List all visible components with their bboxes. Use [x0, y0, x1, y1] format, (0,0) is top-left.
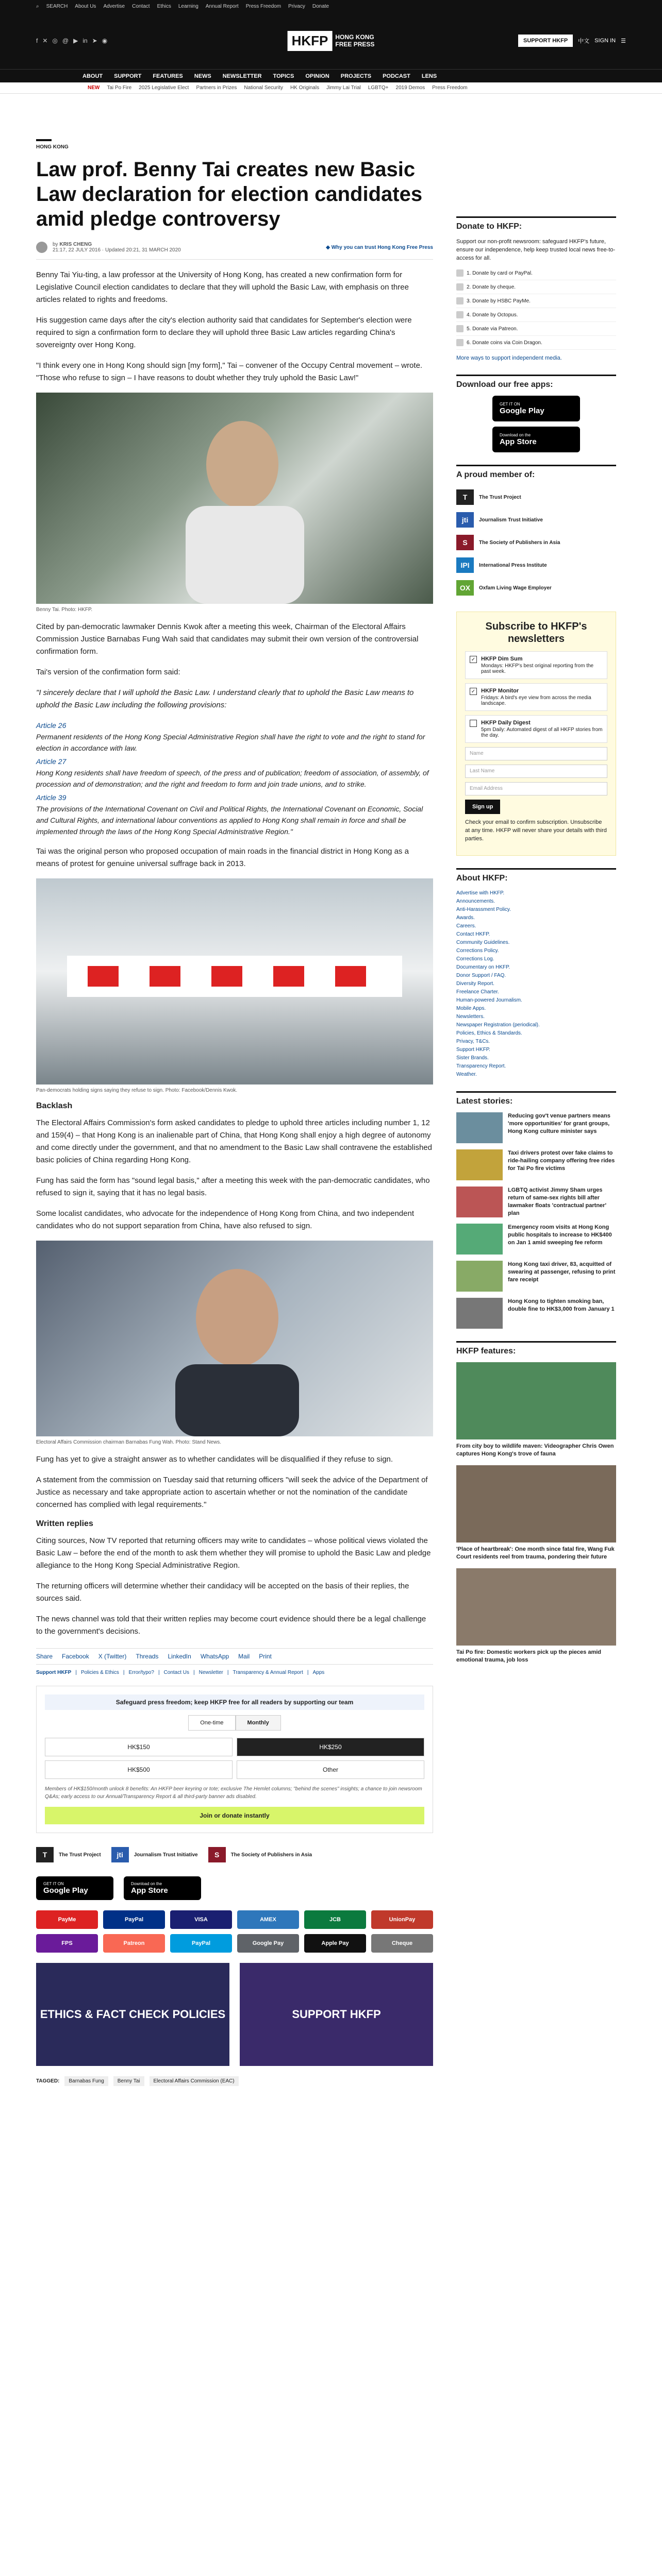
avatar: [36, 242, 47, 253]
jti-icon: jti: [456, 512, 474, 528]
about-link[interactable]: Transparency Report.: [456, 1063, 506, 1069]
sidebar-heading: Latest stories:: [456, 1091, 616, 1106]
top-link[interactable]: Annual Report: [205, 3, 239, 9]
badge-line: App Store: [131, 1886, 168, 1895]
article-list: [36, 720, 433, 837]
trend-link[interactable]: Jimmy Lai Trial: [326, 85, 361, 91]
amount-option[interactable]: Other: [237, 1760, 424, 1779]
language-link[interactable]: 中文: [578, 38, 590, 44]
badge-line: GET IT ON: [43, 1882, 64, 1886]
payme-icon: [456, 297, 464, 304]
paragraph: The Electoral Affairs Commission's form asked candidates to pledge to uphold three articles including number 1, 12 and 159(4) – that Hong Kong is an inalienable part of China, that Hong Kong shall enjoy a high degree of autonomy and come directly under the government, and that no amendment to the Basic Law shall contravene the established basic policies of China regarding Hong Kong.: [36, 1118, 432, 1164]
about-link[interactable]: Newsletters.: [456, 1014, 485, 1020]
donate-option[interactable]: [456, 294, 616, 308]
paragraph: Cited by pan-democratic lawmaker Dennis Kwok after a meeting this week, Chairman of the Electoral Affairs Commission Justice Barnabas Fung Wah said that candidates may submit their own version of the controversial confirmation form.: [36, 622, 419, 656]
search-link[interactable]: SEARCH: [46, 3, 68, 9]
freq-one-time[interactable]: One-time: [188, 1715, 235, 1731]
member-logos-row: [36, 1843, 433, 1866]
google-play-badge[interactable]: [492, 396, 580, 421]
newsletter-panel: [456, 612, 616, 856]
trust-project-icon: T: [36, 1847, 54, 1862]
member-name: Journalism Trust Initiative: [134, 1852, 198, 1858]
newsletter-text: [481, 688, 603, 706]
pay-icon[interactable]: Cheque: [371, 1934, 433, 1953]
share-label: Share: [36, 1653, 53, 1660]
story-thumbnail[interactable]: [456, 1298, 503, 1329]
member-logo[interactable]: [456, 531, 616, 554]
social-icons: [36, 37, 107, 44]
newsletter-title: HKFP Monitor: [481, 688, 519, 694]
member-logo[interactable]: [111, 1843, 198, 1866]
tag[interactable]: Electoral Affairs Commission (EAC): [150, 2076, 239, 2086]
paragraph: The news channel was told that their written replies may become court evidence should there be a legal challenge to the government's decisions.: [36, 1615, 426, 1636]
top-link[interactable]: Press Freedom: [245, 3, 282, 9]
paragraph: Benny Tai Yiu-ting, a law professor at the University of Hong Kong, has created a new confirmation form for Legislative Council election candidates to declare that they will uphold the Basic Law, with emphasis on three articles related to rights and freedoms.: [36, 270, 409, 304]
article-26-link[interactable]: Article 26: [36, 721, 67, 730]
newsletter-title: HKFP Daily Digest: [481, 720, 531, 726]
sidebar: [456, 216, 616, 1676]
nav-item[interactable]: FEATURES: [153, 73, 183, 79]
checkbox-checked-icon[interactable]: ✓: [470, 688, 477, 695]
feature-image[interactable]: [456, 1465, 616, 1543]
trend-link[interactable]: 2019 Demos: [395, 85, 425, 91]
person-silhouette: [36, 393, 433, 604]
photo-pan-democrats: [36, 878, 433, 1084]
donate-intro: Support our non-profit newsroom: safeguard HKFP's future, ensure our independence, help keep trusted local news free-to-access for all.: [456, 239, 616, 261]
email-input[interactable]: Email Address: [465, 782, 607, 795]
telegram-icon[interactable]: ➤: [92, 37, 97, 44]
newsletter-heading: Subscribe to HKFP's newsletters: [485, 621, 587, 645]
about-link[interactable]: Mobile Apps.: [456, 1006, 486, 1011]
support-banner[interactable]: SUPPORT HKFP: [240, 1963, 433, 2066]
features-panel: [456, 1341, 616, 1664]
freq-monthly[interactable]: Monthly: [236, 1715, 281, 1731]
site-header: [0, 12, 662, 69]
nav-item[interactable]: TOPICS: [273, 73, 294, 79]
story-title[interactable]: Hong Kong to tighten smoking ban, double fine to HK$3,000 from January 1: [508, 1298, 615, 1312]
checkbox-checked-icon[interactable]: ✓: [470, 656, 477, 663]
donate-option-label: 2. Donate by cheque.: [467, 284, 516, 290]
newsletter-option[interactable]: [465, 651, 607, 679]
newsletter-text: [481, 656, 603, 674]
patreon-icon: [456, 325, 464, 332]
about-link[interactable]: Anti-Harassment Policy.: [456, 907, 511, 912]
paragraph: Tai was the original person who proposed occupation of main roads in the financial district in Hong Kong as a means of protest for genuine universal suffrage back in 2013.: [36, 847, 409, 868]
latest-panel: [456, 1091, 616, 1329]
ipi-icon: IPI: [456, 557, 474, 573]
trend-link[interactable]: National Security: [244, 85, 283, 91]
donate-option[interactable]: [456, 322, 616, 336]
article-27-text: Hong Kong residents shall have freedom of speech, of the press and of publication; freedom of association, of assembly, of procession and of demonstration; and the right and freedom to form and join trade unions, and to strike.: [36, 769, 429, 788]
badge-line: Google Play: [43, 1886, 88, 1895]
footer-link[interactable]: Contact Us: [163, 1670, 190, 1675]
newsletter-text: [481, 720, 603, 738]
trend-link[interactable]: Tai Po Fire: [107, 85, 132, 91]
feature-title[interactable]: From city boy to wildlife maven: Videographer Chris Owen captures Hong Kong's trove of fauna: [456, 1443, 614, 1457]
pay-icon[interactable]: PayPal: [103, 1910, 165, 1929]
promo-banners: [36, 1963, 433, 2066]
article-main: [36, 139, 433, 2086]
linkedin-icon[interactable]: in: [82, 37, 88, 44]
share-print[interactable]: Print: [259, 1653, 272, 1660]
nav-item[interactable]: NEWSLETTER: [222, 73, 262, 79]
sidebar-heading: HKFP features:: [456, 1341, 616, 1356]
top-link[interactable]: Ethics: [157, 3, 171, 9]
coin-icon: [456, 339, 464, 346]
facebook-icon[interactable]: f: [36, 37, 38, 44]
card-icon: [456, 269, 464, 277]
article-26-text: Permanent residents of the Hong Kong Special Administrative Region shall have the right to vote and the right to stand for election in accordance with law.: [36, 733, 425, 752]
x-icon[interactable]: ✕: [42, 37, 48, 44]
about-link[interactable]: Careers.: [456, 923, 476, 929]
more-ways-link[interactable]: More ways to support independent media.: [456, 355, 562, 361]
paragraph: Fung has yet to give a straight answer as to whether candidates will be disqualified if they refuse to sign.: [36, 1455, 393, 1464]
newsletter-option[interactable]: [465, 683, 607, 711]
member-name: The Society of Publishers in Asia: [230, 1852, 312, 1858]
story-title[interactable]: Reducing gov't venue partners means 'more opportunities' for grant groups, Hong Kong culture minister says: [508, 1113, 610, 1134]
donate-option[interactable]: [456, 280, 616, 294]
badge-line: Download on the: [131, 1882, 162, 1886]
member-name: The Society of Publishers in Asia: [479, 539, 560, 546]
trend-link[interactable]: Partners in Prizes: [196, 85, 237, 91]
feature-title[interactable]: 'Place of heartbreak': One month since fatal fire, Wang Fuk Court residents reel from trauma, pondering their future: [456, 1546, 615, 1560]
nav-item[interactable]: NEWS: [194, 73, 211, 79]
main-nav: [0, 69, 662, 82]
donate-panel: [456, 216, 616, 362]
tags-label: TAGGED:: [36, 2078, 60, 2084]
apps-panel: [456, 375, 616, 452]
about-link[interactable]: Corrections Policy.: [456, 948, 499, 954]
member-name: Journalism Trust Initiative: [479, 517, 543, 523]
category-text: HONG KONG: [36, 144, 69, 150]
pay-icon[interactable]: Apple Pay: [304, 1934, 366, 1953]
story-title[interactable]: Emergency room visits at Hong Kong public hospitals to increase to HK$400 on Jan 1 amid sweeping fee reform: [508, 1224, 612, 1246]
last-name-input[interactable]: Last Name: [465, 765, 607, 778]
membership-benefits: Members of HK$150/month unlock 8 benefits: An HKFP beer keyring or tote; exclusive The Hemlet columns; "behind the scenes" insights; a chance to join newsroom Q&As; early access to our Annual/Transparency Report & all third-party banner ads disabled.: [45, 1786, 422, 1800]
logo-mark: HKFP: [288, 31, 333, 51]
story-title[interactable]: LGBTQ activist Jimmy Sham urges return of same-sex rights bill after lawmaker floats 'contractual partner' plan: [508, 1187, 607, 1216]
photo-caption: Pan-democrats holding signs saying they refuse to sign. Photo: Facebook/Dennis Kwok.: [36, 1088, 238, 1093]
photo-caption: Benny Tai. Photo: HKFP.: [36, 607, 93, 613]
member-logo[interactable]: [456, 554, 616, 577]
nav-item[interactable]: PROJECTS: [340, 73, 372, 79]
feature-story[interactable]: [456, 1362, 616, 1458]
pay-icon[interactable]: FPS: [36, 1934, 98, 1953]
signin-link[interactable]: SIGN IN: [594, 38, 616, 44]
youtube-icon[interactable]: ▶: [73, 37, 78, 44]
newsletter-option[interactable]: [465, 715, 607, 743]
footer-link[interactable]: Apps: [312, 1670, 325, 1675]
app-badges: [36, 1876, 433, 1900]
footer-link[interactable]: Newsletter: [198, 1670, 223, 1675]
instagram-icon[interactable]: ◎: [52, 37, 58, 44]
list-item: [36, 792, 433, 837]
app-store-badge[interactable]: [124, 1876, 201, 1900]
tag[interactable]: Barnabas Fung: [64, 2076, 108, 2086]
name-input[interactable]: Name: [465, 747, 607, 760]
latest-story[interactable]: [456, 1224, 616, 1255]
share-threads[interactable]: Threads: [136, 1653, 159, 1660]
trend-link[interactable]: Press Freedom: [432, 85, 468, 91]
trust-link[interactable]: ◆ Why you can trust Hong Kong Free Press: [326, 244, 433, 250]
donate-option-label: 5. Donate via Patreon.: [467, 326, 518, 332]
article-27-link[interactable]: Article 27: [36, 757, 67, 766]
sopa-icon: S: [456, 535, 474, 550]
about-link[interactable]: Support HKFP.: [456, 1047, 490, 1053]
cheque-icon: [456, 283, 464, 291]
pay-icon[interactable]: JCB: [304, 1910, 366, 1929]
latest-story[interactable]: [456, 1187, 616, 1217]
latest-list: [456, 1112, 616, 1329]
top-link[interactable]: About Us: [75, 3, 96, 9]
footer-link[interactable]: Support HKFP: [36, 1670, 72, 1675]
publish-date: 21:17, 22 JULY 2016: [53, 247, 101, 253]
story-thumbnail[interactable]: [456, 1187, 503, 1217]
paragraph: The returning officers will determine whether their candidacy will be accepted on the basis of their replies, the sources said.: [36, 1582, 409, 1603]
trust-project-icon: T: [456, 489, 474, 505]
member-name: Oxfam Living Wage Employer: [479, 585, 552, 591]
person-silhouette: [36, 1241, 433, 1436]
latest-story[interactable]: [456, 1149, 616, 1180]
top-link[interactable]: Contact: [132, 3, 150, 9]
new-badge: NEW: [88, 85, 100, 91]
footer-link[interactable]: Transparency & Annual Report: [233, 1670, 303, 1675]
tags-row: [36, 2076, 433, 2086]
latest-story[interactable]: [456, 1261, 616, 1292]
about-link[interactable]: Contact HKFP.: [456, 931, 490, 937]
donate-option-label: 3. Donate by HSBC PayMe.: [467, 298, 531, 304]
badge-line: App Store: [500, 437, 537, 446]
logo-line-2: FREE PRESS: [335, 41, 375, 48]
nav-item[interactable]: LENS: [421, 73, 437, 79]
share-x[interactable]: X (Twitter): [98, 1653, 127, 1660]
top-link[interactable]: Advertise: [103, 3, 125, 9]
about-link[interactable]: Human-powered Journalism.: [456, 997, 522, 1003]
section-heading: Backlash: [36, 1101, 73, 1110]
byline: [36, 242, 433, 260]
search-icon[interactable]: ⌕: [36, 3, 39, 9]
about-link[interactable]: Awards.: [456, 915, 475, 921]
paragraph: "I think every one in Hong Kong should sign [my form]," Tai – convener of the Occupy Central movement – wrote. "Those who refuse to sign – I have reasons to doubt whether they truly uphold the Basic Law!": [36, 361, 423, 382]
share-facebook[interactable]: Facebook: [62, 1653, 89, 1660]
about-link[interactable]: Sister Brands.: [456, 1055, 489, 1061]
top-link[interactable]: Privacy: [288, 3, 305, 9]
pay-icon[interactable]: VISA: [170, 1910, 232, 1929]
story-title[interactable]: Hong Kong taxi driver, 83, acquitted of swearing at passenger, refusing to print fare receipt: [508, 1261, 616, 1283]
author[interactable]: by KRIS CHENG 21:17, 22 JULY 2016 · Updated 20:21, 31 MARCH 2020: [53, 242, 181, 253]
member-name: International Press Institute: [479, 562, 547, 568]
signup-button[interactable]: Sign up: [465, 800, 500, 814]
group-silhouette: [36, 878, 433, 1084]
frequency-toggle: [45, 1715, 424, 1731]
logo-text: [335, 33, 374, 48]
member-logo[interactable]: [208, 1843, 312, 1866]
member-name: The Trust Project: [479, 494, 521, 500]
amount-option[interactable]: HK$250: [237, 1738, 424, 1756]
footer-link[interactable]: Policies & Ethics: [80, 1670, 119, 1675]
ethics-banner[interactable]: ETHICS & FACT CHECK POLICIES: [36, 1963, 229, 2066]
about-link[interactable]: Diversity Report.: [456, 981, 494, 987]
trending-bar: [0, 82, 662, 94]
badge-line: Google Play: [500, 406, 544, 415]
about-link[interactable]: Announcements.: [456, 899, 495, 904]
pay-icon[interactable]: AMEX: [237, 1910, 299, 1929]
top-link[interactable]: Donate: [312, 3, 329, 9]
threads-icon[interactable]: @: [62, 37, 69, 44]
newsletter-desc: Fridays: A bird's eye view from across the media landscape.: [481, 695, 591, 706]
sidebar-heading: Download our free apps:: [456, 375, 616, 389]
safeguard-text: Safeguard press freedom; keep HKFP free for all readers by supporting our team: [45, 1694, 424, 1710]
category-label[interactable]: [36, 139, 69, 150]
list-item: [36, 756, 433, 790]
about-link[interactable]: Newspaper Registration (periodical).: [456, 1022, 540, 1028]
list-item: [36, 720, 433, 754]
trend-link[interactable]: 2025 Legislative Elect: [139, 85, 189, 91]
badge-line: GET IT ON: [500, 402, 520, 406]
checkbox-icon[interactable]: [470, 720, 477, 727]
donate-option[interactable]: [456, 266, 616, 280]
google-play-badge[interactable]: [36, 1876, 113, 1900]
feature-title[interactable]: Tai Po fire: Domestic workers pick up the pieces amid emotional trauma, job loss: [456, 1649, 601, 1663]
member-logo[interactable]: [36, 1843, 101, 1866]
article-title: Law prof. Benny Tai creates new Basic Law declaration for election candidates amid pledge controversy: [36, 158, 423, 230]
feature-story[interactable]: [456, 1568, 616, 1664]
nav-item[interactable]: PODCAST: [383, 73, 410, 79]
sidebar-heading: About HKFP:: [456, 868, 616, 883]
donate-option-label: 1. Donate by card or PayPal.: [467, 270, 533, 276]
donate-option[interactable]: [456, 308, 616, 322]
paragraph: A statement from the commission on Tuesday said that returning officers "will seek the advice of the Department of Justice as necessary and take appropriate action to ascertain whether or not the nomination of the candidate concerned has complied with legal requirements.": [36, 1476, 428, 1509]
article-39-text: The provisions of the International Covenant on Civil and Political Rights, the International Covenant on Economic, Social and Cultural Rights, and international labour conventions as applied to Hong Kong shall remain in force and shall be implemented through the laws of the Hong Kong Special Administrative Region.": [36, 805, 423, 836]
newsletter-title: HKFP Dim Sum: [481, 656, 523, 662]
newsletter-desc: Mondays: HKFP's best original reporting from the past week.: [481, 663, 594, 674]
feature-image[interactable]: [456, 1568, 616, 1646]
about-link[interactable]: Donor Support / FAQ.: [456, 973, 506, 978]
member-name: The Trust Project: [59, 1852, 101, 1858]
section-heading: Written replies: [36, 1519, 93, 1528]
about-link[interactable]: Weather.: [456, 1072, 477, 1077]
logo-line-1: HONG KONG: [335, 33, 374, 41]
pay-icon[interactable]: UnionPay: [371, 1910, 433, 1929]
badge-line: Download on the: [500, 433, 531, 437]
member-logo[interactable]: [456, 509, 616, 531]
nav-item[interactable]: OPINION: [305, 73, 329, 79]
about-link[interactable]: Corrections Log.: [456, 956, 494, 962]
join-button[interactable]: Join or donate instantly: [45, 1807, 424, 1824]
donate-option[interactable]: [456, 336, 616, 350]
trend-link[interactable]: HK Originals: [290, 85, 320, 91]
story-title[interactable]: Taxi drivers protest over fake claims to ride-hailing company offering free rides for Tai Po fire victims: [508, 1150, 615, 1172]
newsletter-desc: 5pm Daily: Automated digest of all HKFP stories from the day.: [481, 727, 603, 738]
about-link[interactable]: Freelance Charter.: [456, 989, 499, 995]
article-footer-links: Support HKFP | Policies & Ethics | Error/typo? | Contact Us | Newsletter | Transparency & Annual Report | Apps: [36, 1670, 325, 1675]
oxfam-icon: OX: [456, 580, 474, 596]
donate-option-label: 6. Donate coins via Coin Dragon.: [467, 340, 542, 346]
jti-icon: jti: [111, 1847, 129, 1862]
photo-benny-tai: [36, 393, 433, 604]
sidebar-heading: Donate to HKFP:: [456, 216, 616, 231]
trend-link[interactable]: LGBTQ+: [368, 85, 389, 91]
nav-item[interactable]: SUPPORT: [114, 73, 142, 79]
share-linkedin[interactable]: LinkedIn: [168, 1653, 191, 1660]
sopa-icon: S: [208, 1847, 226, 1862]
donate-widget: [36, 1686, 433, 1833]
donate-option-label: 4. Donate by Octopus.: [467, 312, 518, 318]
about-link[interactable]: Documentary on HKFP.: [456, 964, 510, 970]
top-utility-bar: [0, 0, 662, 12]
share-mail[interactable]: Mail: [238, 1653, 250, 1660]
about-list: [456, 889, 616, 1079]
pay-icon[interactable]: PayMe: [36, 1910, 98, 1929]
top-link[interactable]: Learning: [178, 3, 198, 9]
story-thumbnail[interactable]: [456, 1224, 503, 1255]
member-logo[interactable]: [456, 486, 616, 509]
header-actions: [518, 35, 626, 47]
share-bar: [36, 1648, 433, 1665]
tag[interactable]: Benny Tai: [113, 2076, 144, 2086]
paragraph: His suggestion came days after the city's election authority said that candidates for September's election were required to sign a confirmation form to declare they will uphold three Basic Law articles regarding China's sovereignty over Hong Kong.: [36, 316, 412, 349]
latest-story[interactable]: [456, 1112, 616, 1143]
pay-icon[interactable]: PayPal: [170, 1934, 232, 1953]
feature-story[interactable]: [456, 1465, 616, 1561]
nav-item[interactable]: ABOUT: [82, 73, 103, 79]
features-list: [456, 1362, 616, 1664]
pay-icon[interactable]: Google Pay: [237, 1934, 299, 1953]
feature-image[interactable]: [456, 1362, 616, 1439]
amount-option[interactable]: HK$500: [45, 1760, 233, 1779]
photo-barnabas-fung: [36, 1241, 433, 1436]
about-link[interactable]: Policies, Ethics & Standards.: [456, 1030, 522, 1036]
amount-options: [45, 1738, 424, 1779]
updated-date: Updated 20:21, 31 MARCH 2020: [105, 247, 181, 253]
article-39-link[interactable]: Article 39: [36, 793, 67, 802]
paragraph: Citing sources, Now TV reported that returning officers may write to candidates – whose political views violated the Basic Law – before the end of the month to ask them whether they will promise to uphold the Basic Law and pledge allegiance to the Hong Kong Special Administrative Region.: [36, 1536, 431, 1570]
amount-option[interactable]: HK$150: [45, 1738, 233, 1756]
paragraph: Fung has said the form has "sound legal basis," after a meeting this week with the pan-democratic candidates, who refused to sign it, saying that it has no legal basis.: [36, 1176, 430, 1197]
about-link[interactable]: Community Guidelines.: [456, 940, 510, 945]
story-thumbnail[interactable]: [456, 1261, 503, 1292]
author-name: KRIS CHENG: [59, 242, 92, 247]
rss-icon[interactable]: ◉: [102, 37, 108, 44]
menu-icon[interactable]: ☰: [621, 38, 626, 44]
app-store-badge[interactable]: [492, 427, 580, 452]
about-panel: [456, 868, 616, 1079]
member-logo[interactable]: [456, 577, 616, 599]
newsletter-note: Check your email to confirm subscription. Unsubscribe at any time. HKFP will never share your details with third parties.: [465, 819, 607, 842]
story-thumbnail[interactable]: [456, 1149, 503, 1180]
support-button[interactable]: SUPPORT HKFP: [518, 35, 573, 47]
pay-icon[interactable]: Patreon: [103, 1934, 165, 1953]
about-link[interactable]: Advertise with HKFP.: [456, 890, 505, 896]
trust-text: Why you can trust Hong Kong Free Press: [331, 244, 433, 250]
quote: "I sincerely declare that I will uphold the Basic Law. I understand clearly that to uphold the Basic Law means to uphold the Basic Law including the following provisions:: [36, 688, 414, 709]
about-link[interactable]: Privacy, T&Cs.: [456, 1039, 490, 1044]
payment-methods: [36, 1910, 433, 1953]
footer-link[interactable]: Error/typo?: [128, 1670, 154, 1675]
octopus-icon: [456, 311, 464, 318]
share-whatsapp[interactable]: WhatsApp: [200, 1653, 229, 1660]
photo-caption: Electoral Affairs Commission chairman Barnabas Fung Wah. Photo: Stand News.: [36, 1439, 222, 1445]
paragraph: Tai's version of the confirmation form said:: [36, 668, 180, 676]
sidebar-heading: A proud member of:: [456, 465, 616, 480]
member-panel: [456, 465, 616, 599]
latest-story[interactable]: [456, 1298, 616, 1329]
site-logo[interactable]: [288, 31, 375, 51]
story-thumbnail[interactable]: [456, 1112, 503, 1143]
paragraph: Some localist candidates, who advocate for the independence of Hong Kong from China, and two independent candidates who do not support separation from China, have also refused to sign.: [36, 1209, 414, 1230]
